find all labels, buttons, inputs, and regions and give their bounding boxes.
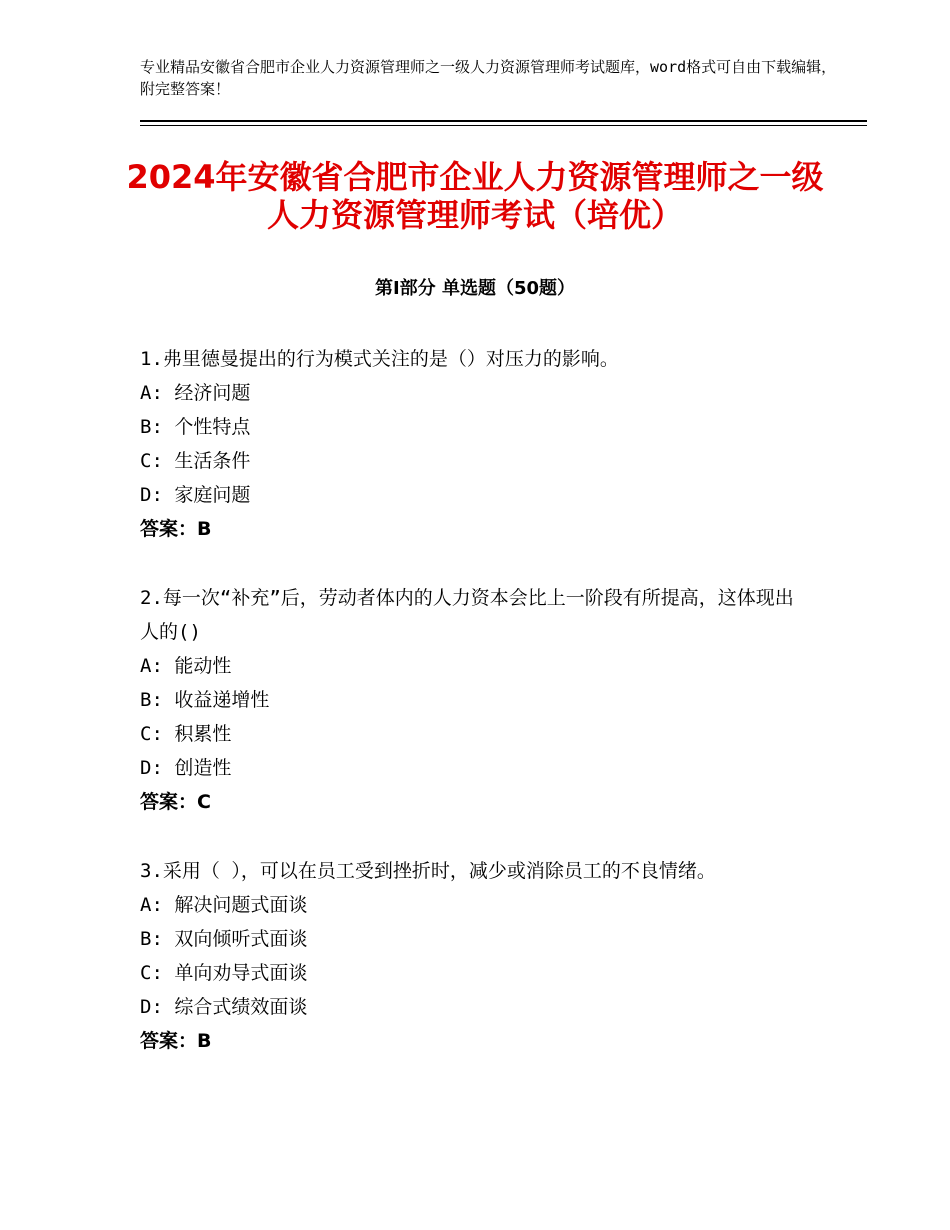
option-a: A: 经济问题 — [140, 382, 251, 404]
answer: 答案：B — [140, 518, 212, 540]
option-b: B: 个性特点 — [140, 416, 251, 438]
question-stem: 2.每一次“补充”后，劳动者体内的人力资本会比上一阶段有所提高，这体现出人的() — [140, 587, 794, 643]
option-d: D: 创造性 — [140, 757, 232, 779]
option-a: A: 解决问题式面谈 — [140, 894, 308, 916]
option-c: C: 单向劝导式面谈 — [140, 962, 308, 984]
option-d: D: 家庭问题 — [140, 484, 251, 506]
header-note: 专业精品安徽省合肥市企业人力资源管理师之一级人力资源管理师考试题库，word格式可自由下载编辑，附完整答案！ — [140, 58, 837, 98]
header-rule-thin — [140, 125, 867, 126]
question-stem: 1.弗里德曼提出的行为模式关注的是（）对压力的影响。 — [140, 348, 619, 370]
option-b: B: 收益递增性 — [140, 689, 270, 711]
section-title: 第Ⅰ部分 单选题（50题） — [374, 278, 575, 299]
option-c: C: 积累性 — [140, 723, 232, 745]
document-title: 2024年安徽省合肥市企业人力资源管理师之一级人力资源管理师考试（培优） — [126, 158, 824, 234]
option-d: D: 综合式绩效面谈 — [140, 996, 308, 1018]
question-block — [140, 581, 800, 819]
option-b: B: 双向倾听式面谈 — [140, 928, 308, 950]
question-block — [140, 854, 800, 1058]
question-block — [140, 342, 800, 546]
answer: 答案：B — [140, 1030, 212, 1052]
answer: 答案：C — [140, 791, 211, 813]
question-stem: 3.采用（ ），可以在员工受到挫折时，减少或消除员工的不良情绪。 — [140, 860, 716, 882]
option-c: C: 生活条件 — [140, 450, 251, 472]
option-a: A: 能动性 — [140, 655, 232, 677]
header-rule-thick — [140, 120, 867, 122]
